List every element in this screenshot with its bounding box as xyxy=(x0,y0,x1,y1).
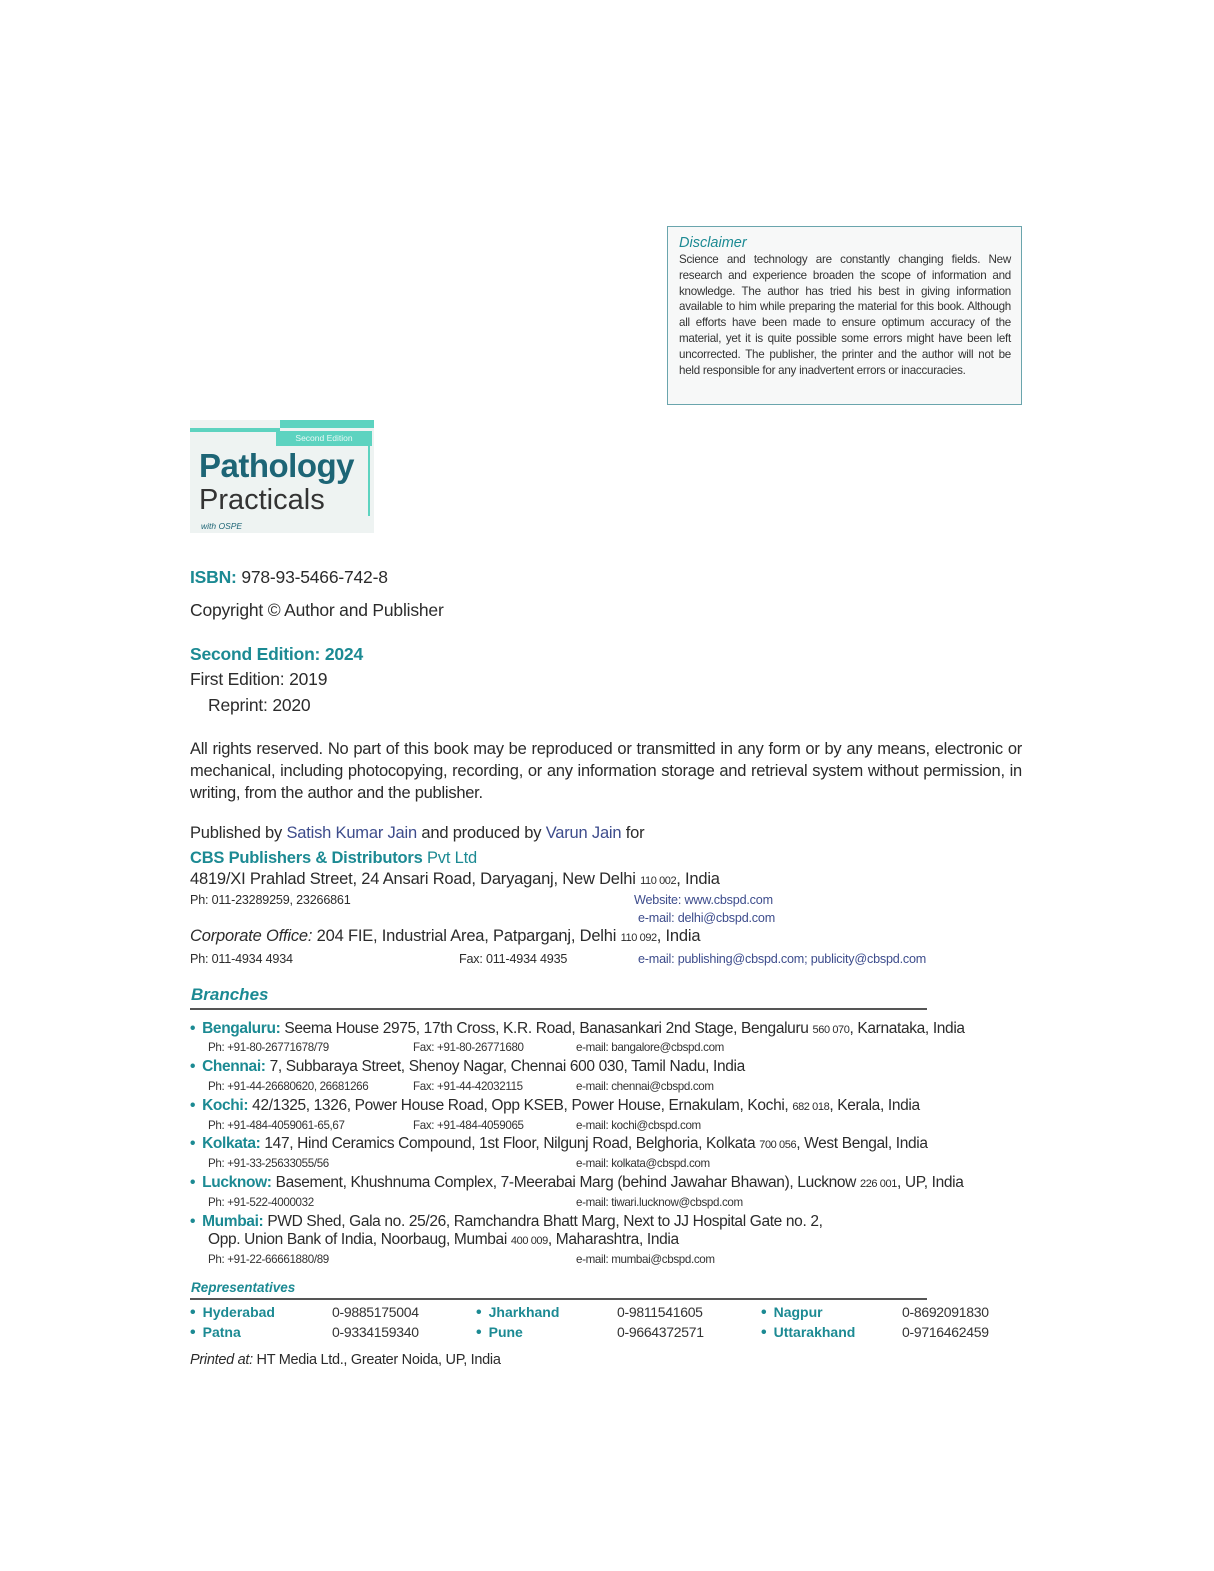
branch-city: Kochi: xyxy=(202,1097,249,1114)
rep-city: Nagpur xyxy=(773,1304,823,1320)
branch-pin: 400 009 xyxy=(510,1235,548,1247)
branch-tail: , Karnataka, India xyxy=(849,1020,965,1037)
rep-nagpur xyxy=(761,1304,823,1322)
website-line xyxy=(634,892,773,908)
for-suffix: for xyxy=(625,824,645,842)
printed-at-line xyxy=(190,1352,501,1368)
cover-decor-line xyxy=(368,444,370,516)
first-edition: First Edition: 2019 xyxy=(190,669,328,689)
branch-email-link[interactable]: bangalore@cbspd.com xyxy=(611,1041,724,1054)
company-phone: Ph: 011-23289259, 23266861 xyxy=(190,893,351,907)
isbn-line xyxy=(190,566,388,588)
corporate-email-label: e-mail: xyxy=(638,952,675,966)
website-link[interactable]: www.cbspd.com xyxy=(684,893,773,907)
bullet-icon: • xyxy=(190,1135,196,1152)
company-address xyxy=(190,868,720,892)
branch-address: Basement, Khushnuma Complex, 7-Meerabai Marg (behind Jawahar Bhawan), Lucknow xyxy=(275,1174,857,1191)
company-name: CBS Publishers & Distributors xyxy=(190,849,423,867)
address-main: 4819/XI Prahlad Street, 24 Ansari Road, Daryaganj, New Delhi xyxy=(190,870,636,888)
bullet-icon: • xyxy=(190,1058,196,1075)
representatives-heading: Representatives xyxy=(191,1280,296,1295)
published-by-prefix: Published by xyxy=(190,824,283,842)
branch-phone: Ph: +91-22-66661880/89 xyxy=(208,1253,329,1266)
bullet-icon: • xyxy=(476,1304,482,1321)
branch-email-line xyxy=(576,1195,743,1210)
rep-phone: 0-9664372571 xyxy=(617,1324,704,1340)
company-suffix: Pvt Ltd xyxy=(426,849,477,867)
branch-kolkata xyxy=(190,1134,928,1155)
branch-email-label: e-mail: xyxy=(576,1041,609,1054)
branch-email-link[interactable]: chennai@cbspd.com xyxy=(611,1080,714,1093)
branch-email-link[interactable]: kochi@cbspd.com xyxy=(611,1119,701,1132)
bullet-icon: • xyxy=(190,1213,196,1230)
bullet-icon: • xyxy=(476,1324,482,1341)
branch-pin: 700 056 xyxy=(759,1139,797,1151)
disclaimer-text: Science and technology are constantly changing fields. New research and experience broaden the scope of information and knowledge. The author has tried his best in giving information available to him while preparing the material for this book. Although all efforts have been made to ensure optimum accuracy of the material, yet it is quite possible some errors might have been left uncorrected. The publisher, the printer and the author will not be held responsible for any inadvertent errors or inaccuracies. xyxy=(679,253,1011,377)
branch-mumbai-line2 xyxy=(208,1230,679,1251)
branch-phone: Ph: +91-44-26680620, 26681266 xyxy=(208,1080,369,1093)
email-link[interactable]: delhi@cbspd.com xyxy=(677,911,775,925)
reprint-year: Reprint: 2020 xyxy=(208,695,311,715)
branch-email-line xyxy=(576,1040,724,1055)
corporate-fax: Fax: 011-4934 4935 xyxy=(459,952,568,966)
rep-pune xyxy=(476,1324,523,1342)
rep-city: Uttarakhand xyxy=(773,1324,856,1340)
address-pin: 110 002 xyxy=(640,875,677,887)
disclaimer-title: Disclaimer xyxy=(679,235,747,251)
bullet-icon: • xyxy=(761,1324,767,1341)
cover-title-line1: Pathology xyxy=(199,447,355,484)
produced-by-prefix: and produced by xyxy=(421,824,542,842)
company-name-line xyxy=(190,847,477,869)
branch-pin: 560 070 xyxy=(812,1024,850,1036)
branch-chennai xyxy=(190,1057,745,1076)
branch-email-link[interactable]: kolkata@cbspd.com xyxy=(611,1157,710,1170)
branch-fax: Fax: +91-484-4059065 xyxy=(413,1119,524,1132)
branch-phone: Ph: +91-80-26771678/79 xyxy=(208,1041,329,1054)
branch-email-label: e-mail: xyxy=(576,1196,609,1209)
rights-statement: All rights reserved. No part of this book may be reproduced or transmitted in any form or by any means, electronic or mechanical, including photocopying, recording, or any information storage and retrieval system without permission, in writing, from the author and the publisher. xyxy=(190,740,1022,802)
cover-subtitle: with OSPE xyxy=(201,521,243,531)
bullet-icon: • xyxy=(190,1020,196,1037)
branch-city: Kolkata: xyxy=(202,1135,261,1152)
branch-address: 147, Hind Ceramics Compound, 1st Floor, Nilgunj Road, Belghoria, Kolkata xyxy=(264,1135,756,1152)
branch-email-line xyxy=(576,1079,714,1094)
branch-phone: Ph: +91-33-25633055/56 xyxy=(208,1157,329,1170)
rep-phone: 0-8692091830 xyxy=(902,1304,989,1320)
corporate-office-line xyxy=(190,925,700,949)
branch-email-line xyxy=(576,1252,715,1267)
producer-name: Varun Jain xyxy=(545,824,622,842)
copyright-line: Copyright © Author and Publisher xyxy=(190,600,444,620)
rep-jharkhand xyxy=(476,1304,559,1322)
branch-tail: , West Bengal, India xyxy=(796,1135,928,1152)
branch-email-link[interactable]: tiwari.lucknow@cbspd.com xyxy=(611,1196,743,1209)
branches-heading: Branches xyxy=(191,985,269,1004)
corporate-address: 204 FIE, Industrial Area, Patparganj, Delhi xyxy=(316,927,617,945)
rep-patna xyxy=(190,1324,241,1342)
bullet-icon: • xyxy=(190,1097,196,1114)
bullet-icon: • xyxy=(761,1304,767,1321)
website-label: Website: xyxy=(634,893,682,907)
corporate-country: , India xyxy=(656,927,701,945)
isbn-value: 978-93-5466-742-8 xyxy=(241,567,388,587)
branch-email-label: e-mail: xyxy=(576,1080,609,1093)
printed-value: HT Media Ltd., Greater Noida, UP, India xyxy=(256,1352,501,1368)
email-line xyxy=(638,910,775,926)
branch-address: 42/1325, 1326, Power House Road, Opp KSEB, Power House, Ernakulam, Kochi, xyxy=(252,1097,789,1114)
branch-city: Mumbai: xyxy=(202,1213,264,1230)
email-label: e-mail: xyxy=(638,911,675,925)
branch-address: Opp. Union Bank of India, Noorbaug, Mumbai xyxy=(208,1231,507,1248)
address-country: , India xyxy=(676,870,720,888)
corporate-email-line xyxy=(638,951,926,967)
corporate-label: Corporate Office: xyxy=(190,927,313,945)
cover-edition-tab: Second Edition xyxy=(276,431,372,446)
book-cover-thumbnail xyxy=(190,420,374,533)
published-by-line xyxy=(190,822,644,844)
branch-tail: , Maharashtra, India xyxy=(547,1231,679,1248)
rep-phone: 0-9885175004 xyxy=(332,1304,419,1320)
branch-phone: Ph: +91-484-4059061-65,67 xyxy=(208,1119,345,1132)
branch-address: Seema House 2975, 17th Cross, K.R. Road, Banasankari 2nd Stage, Bengaluru xyxy=(284,1020,809,1037)
branch-pin: 682 018 xyxy=(792,1101,830,1113)
rep-city: Jharkhand xyxy=(488,1304,560,1320)
bullet-icon: • xyxy=(190,1324,196,1341)
branch-email-link[interactable]: mumbai@cbspd.com xyxy=(611,1253,715,1266)
cover-title-line2: Practicals xyxy=(199,484,325,516)
branch-mumbai xyxy=(190,1212,823,1231)
representatives-rule xyxy=(190,1298,927,1300)
rep-uttarakhand xyxy=(761,1324,855,1342)
branch-address: PWD Shed, Gala no. 25/26, Ramchandra Bhatt Marg, Next to JJ Hospital Gate no. 2, xyxy=(267,1213,823,1230)
rep-hyderabad xyxy=(190,1304,275,1322)
cover-decor-strip xyxy=(280,420,374,428)
branch-fax: Fax: +91-80-26771680 xyxy=(413,1041,524,1054)
branch-phone: Ph: +91-522-4000032 xyxy=(208,1196,314,1209)
corporate-phone: Ph: 011-4934 4934 xyxy=(190,952,293,966)
branch-tail: , Kerala, India xyxy=(829,1097,920,1114)
branch-kochi xyxy=(190,1096,920,1117)
branch-email-line xyxy=(576,1118,701,1133)
corporate-email-link[interactable]: publishing@cbspd.com; publicity@cbspd.com xyxy=(677,952,927,966)
bullet-icon: • xyxy=(190,1174,196,1191)
rep-city: Hyderabad xyxy=(202,1304,275,1320)
printed-label: Printed at: xyxy=(190,1352,253,1368)
publisher-name: Satish Kumar Jain xyxy=(286,824,417,842)
branch-lucknow xyxy=(190,1173,964,1194)
rep-phone: 0-9334159340 xyxy=(332,1324,419,1340)
rep-city: Pune xyxy=(488,1324,523,1340)
isbn-label: ISBN: xyxy=(190,567,237,587)
branch-email-label: e-mail: xyxy=(576,1253,609,1266)
cover-decor-strip xyxy=(190,428,280,432)
branch-bengaluru xyxy=(190,1019,965,1040)
branch-email-label: e-mail: xyxy=(576,1119,609,1132)
branch-city: Bengaluru: xyxy=(202,1020,281,1037)
branch-email-line xyxy=(576,1156,710,1171)
branch-tail: , UP, India xyxy=(896,1174,964,1191)
corporate-pin: 110 092 xyxy=(620,932,657,944)
branch-email-label: e-mail: xyxy=(576,1157,609,1170)
rep-city: Patna xyxy=(202,1324,241,1340)
rep-phone: 0-9716462459 xyxy=(902,1324,989,1340)
current-edition: Second Edition: 2024 xyxy=(190,644,363,664)
disclaimer-box xyxy=(667,226,1022,405)
rep-phone: 0-9811541605 xyxy=(617,1304,703,1320)
branch-city: Lucknow: xyxy=(202,1174,272,1191)
branch-city: Chennai: xyxy=(202,1058,266,1075)
branches-rule xyxy=(190,1008,927,1010)
bullet-icon: • xyxy=(190,1304,196,1321)
branch-pin: 226 001 xyxy=(860,1178,897,1190)
branch-address: 7, Subbaraya Street, Shenoy Nagar, Chennai 600 030, Tamil Nadu, India xyxy=(269,1058,745,1075)
branch-fax: Fax: +91-44-42032115 xyxy=(413,1080,523,1093)
